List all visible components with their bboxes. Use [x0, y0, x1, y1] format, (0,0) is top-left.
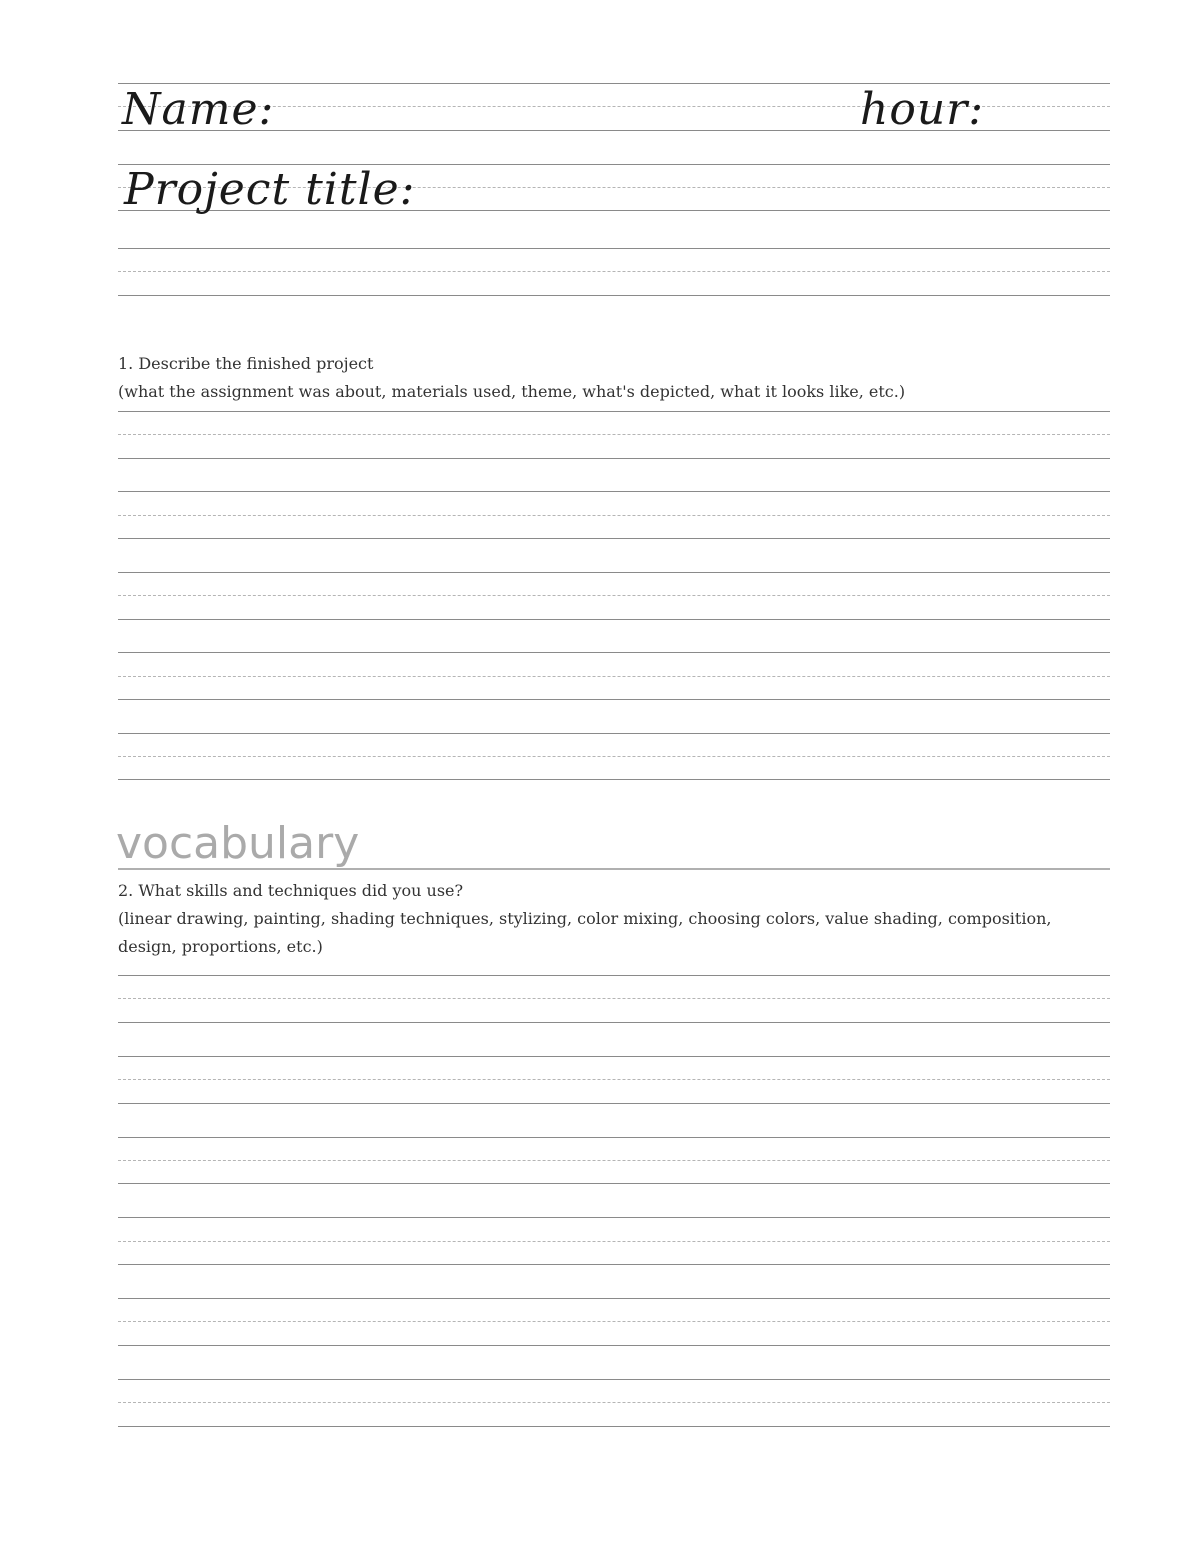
writing-line	[118, 1298, 1110, 1299]
writing-line-mid	[118, 1241, 1110, 1242]
writing-line	[118, 652, 1110, 653]
name-label: Name:	[122, 84, 275, 135]
writing-line	[118, 619, 1110, 620]
guide-line-mid	[118, 271, 1110, 272]
writing-line-mid	[118, 1402, 1110, 1403]
project-title-label: Project title:	[124, 164, 416, 215]
writing-line-mid	[118, 595, 1110, 596]
writing-line	[118, 1022, 1110, 1023]
writing-line-mid	[118, 515, 1110, 516]
writing-line	[118, 1426, 1110, 1427]
writing-line	[118, 1217, 1110, 1218]
writing-line	[118, 699, 1110, 700]
vocabulary-heading: vocabulary	[116, 818, 360, 869]
writing-line	[118, 975, 1110, 976]
question-1-hint: (what the assignment was about, materials used, theme, what's depicted, what it looks like, etc.)	[118, 382, 906, 401]
guide-line-base	[118, 295, 1110, 296]
guide-line-top	[118, 248, 1110, 249]
writing-line	[118, 1103, 1110, 1104]
writing-line	[118, 1345, 1110, 1346]
writing-line-mid	[118, 676, 1110, 677]
writing-line	[118, 733, 1110, 734]
writing-line	[118, 491, 1110, 492]
writing-line-mid	[118, 756, 1110, 757]
writing-line	[118, 458, 1110, 459]
writing-line	[118, 779, 1110, 780]
writing-line	[118, 1379, 1110, 1380]
writing-line-mid	[118, 998, 1110, 999]
writing-line-mid	[118, 434, 1110, 435]
hour-label: hour:	[860, 84, 985, 135]
writing-line-mid	[118, 1321, 1110, 1322]
writing-line	[118, 1264, 1110, 1265]
writing-line-mid	[118, 1160, 1110, 1161]
writing-line	[118, 1183, 1110, 1184]
writing-line	[118, 538, 1110, 539]
writing-line	[118, 1056, 1110, 1057]
question-2-title: 2. What skills and techniques did you use?	[118, 881, 464, 900]
writing-line	[118, 572, 1110, 573]
writing-line-mid	[118, 1079, 1110, 1080]
writing-line	[118, 1137, 1110, 1138]
question-2-hint: (linear drawing, painting, shading techniques, stylizing, color mixing, choosing colors, value shading, composition, design, proportions, etc.)	[118, 909, 1052, 956]
writing-line	[118, 411, 1110, 412]
question-1-title: 1. Describe the finished project	[118, 354, 374, 373]
vocabulary-underline	[118, 868, 1110, 870]
